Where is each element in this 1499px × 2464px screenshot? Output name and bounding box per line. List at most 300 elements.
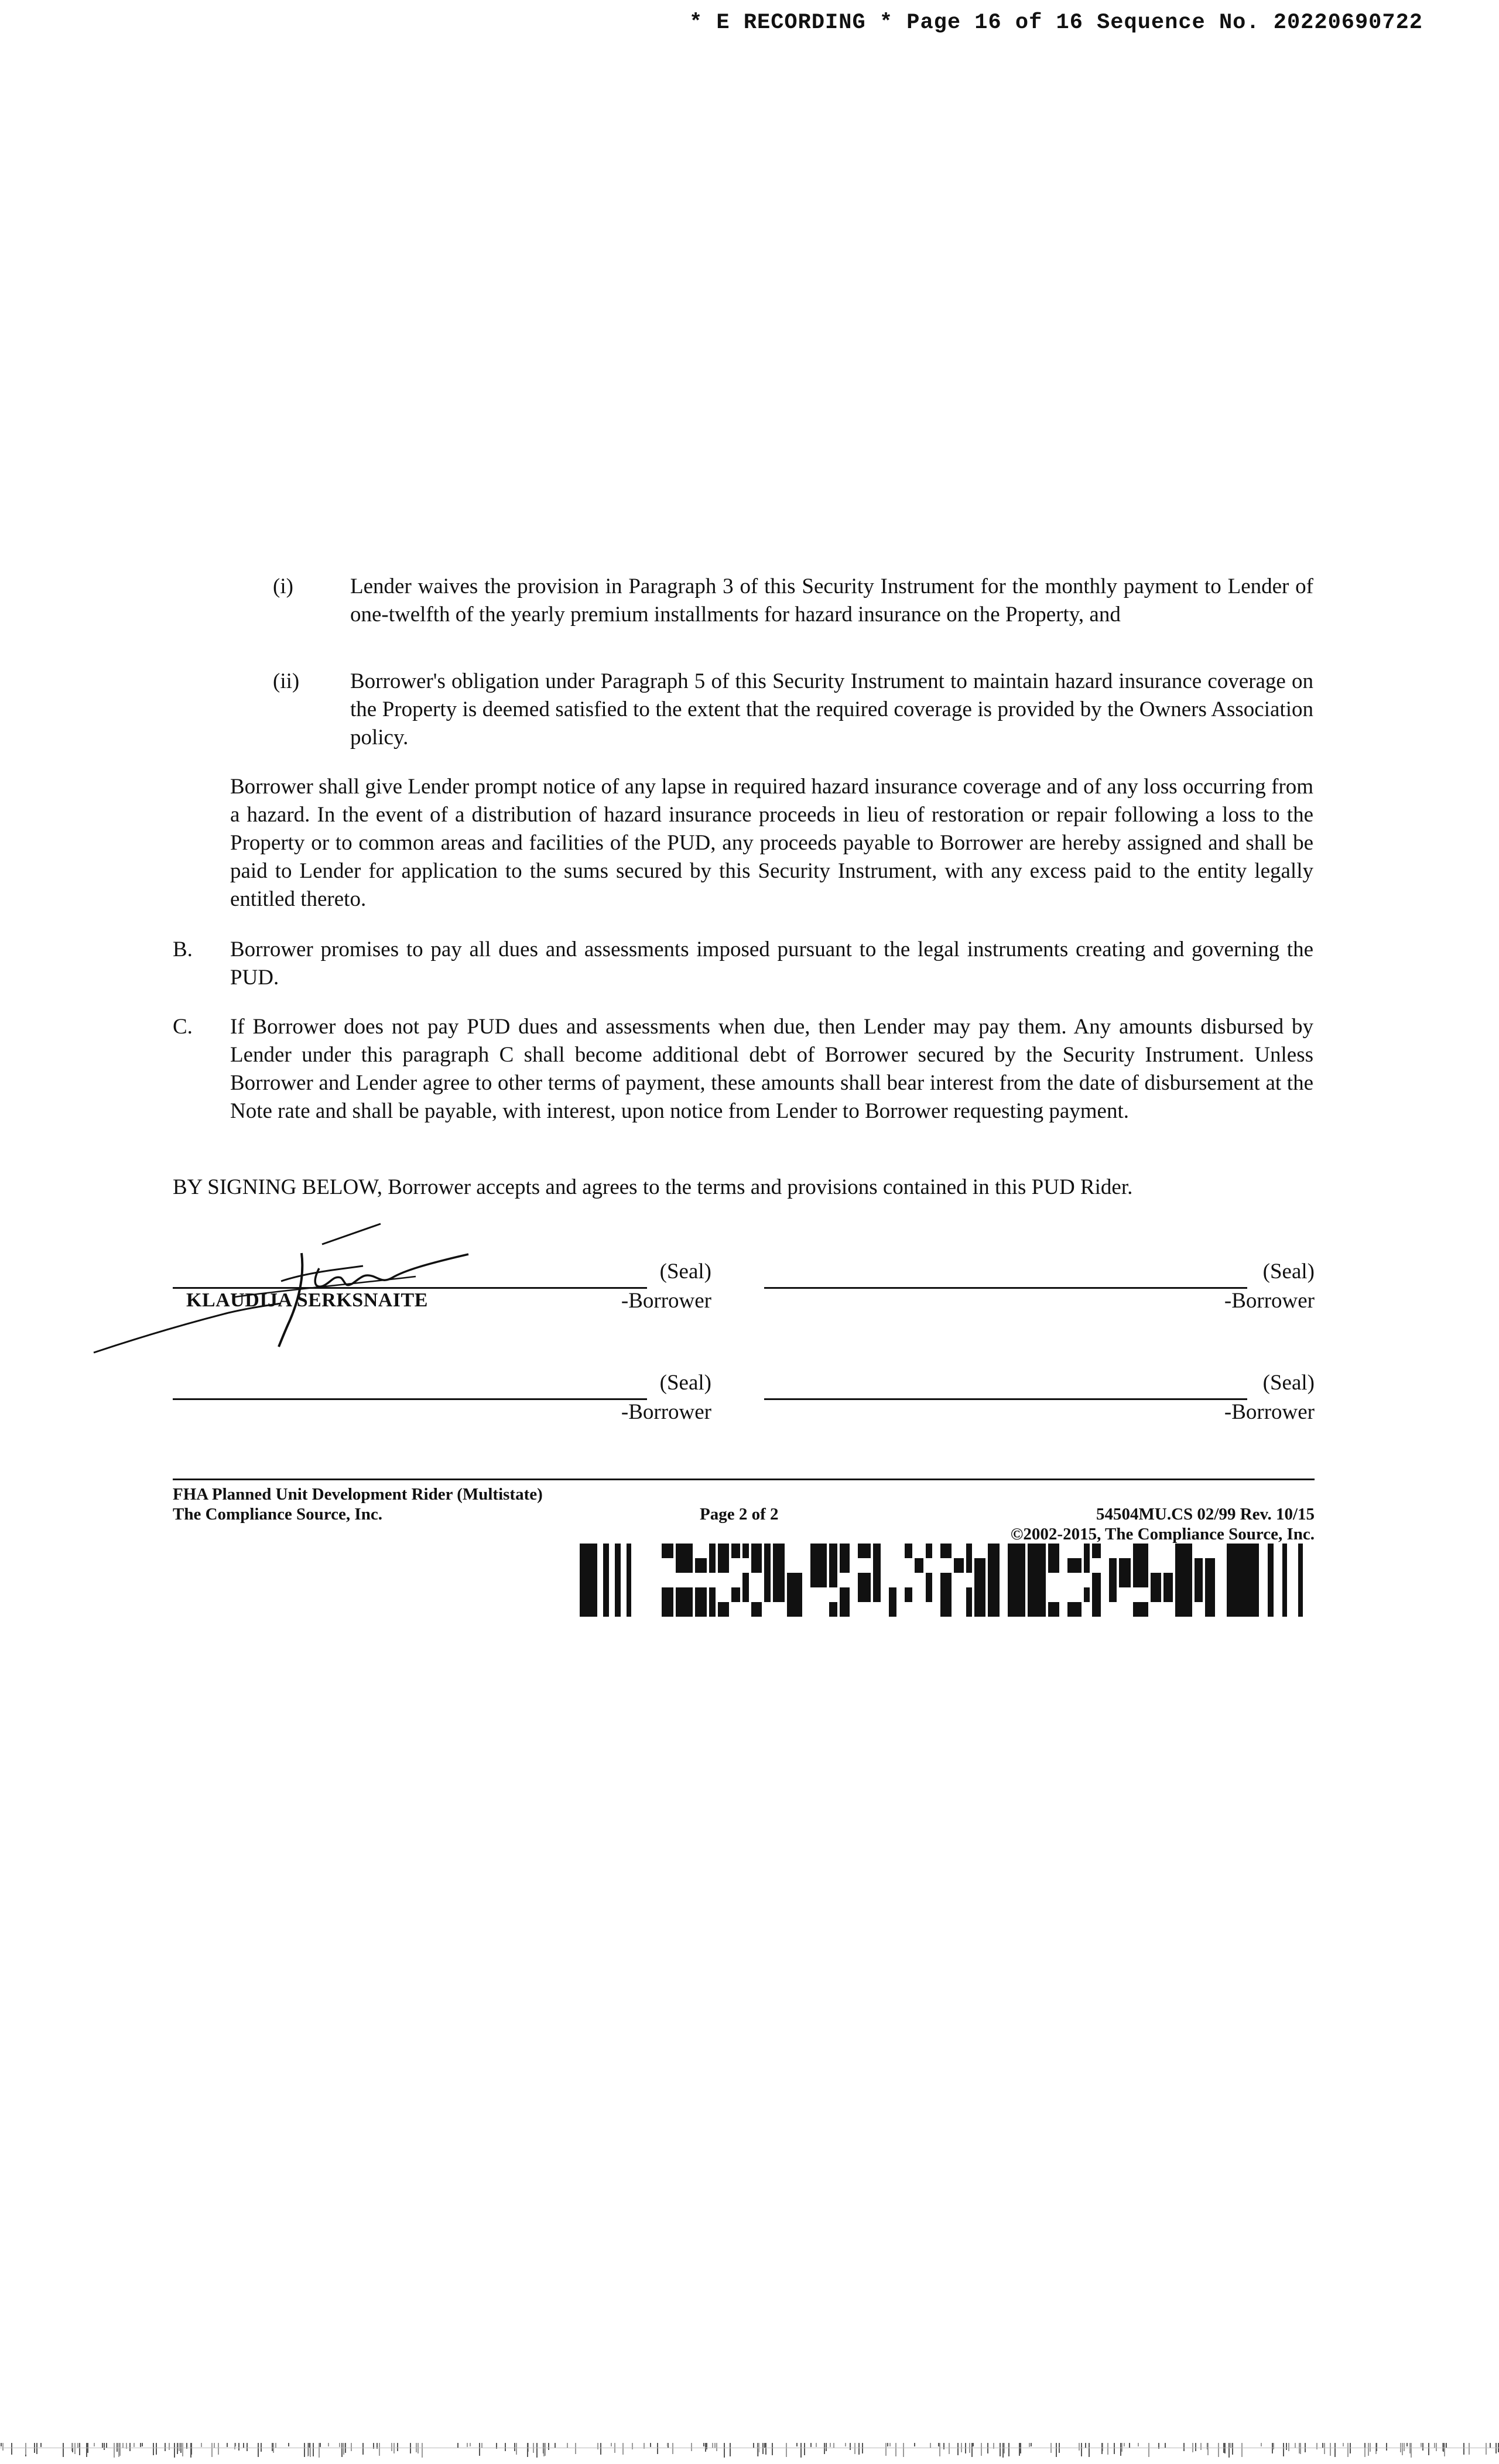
scan-mark	[118, 2443, 119, 2457]
borrower-name: KLAUDIJA SERKSNAITE	[186, 1289, 428, 1311]
scan-mark	[930, 2443, 931, 2448]
barcode-module	[905, 1544, 912, 1558]
scan-mark	[1232, 2443, 1233, 2455]
barcode-module	[1195, 1587, 1203, 1602]
scan-mark	[1031, 2443, 1032, 2446]
scan-mark	[142, 2443, 143, 2446]
scan-mark	[804, 2443, 805, 2455]
barcode-module	[940, 1573, 952, 1587]
scan-mark	[1322, 2443, 1323, 2448]
footer-company: The Compliance Source, Inc.	[173, 1505, 382, 1524]
scan-mark	[1008, 2443, 1009, 2456]
scan-mark	[2, 2443, 4, 2451]
scan-mark	[79, 2443, 80, 2455]
barcode-module	[1092, 1573, 1101, 1587]
barcode-module	[940, 1544, 952, 1558]
barcode-module	[764, 1558, 771, 1573]
scan-mark	[1120, 2443, 1121, 2456]
barcode-module	[974, 1558, 985, 1573]
scan-mark	[320, 2443, 321, 2447]
scan-mark	[973, 2443, 974, 2446]
scan-mark	[1411, 2443, 1412, 2458]
item-ii-label: (ii)	[273, 669, 300, 693]
scan-mark	[903, 2443, 904, 2457]
scan-mark	[730, 2443, 731, 2456]
barcode-module	[889, 1602, 896, 1617]
barcode-module	[1028, 1602, 1046, 1617]
scan-mark	[304, 2443, 305, 2457]
barcode-module	[742, 1544, 749, 1558]
scan-mark	[622, 2443, 624, 2455]
barcode-module	[1008, 1602, 1025, 1617]
barcode-module	[773, 1587, 785, 1602]
footer-form-title: FHA Planned Unit Development Rider (Multistate)	[173, 1485, 543, 1504]
barcode-module	[1008, 1587, 1025, 1602]
scan-mark	[1081, 2443, 1082, 2456]
scan-mark	[1386, 2443, 1387, 2451]
barcode-module	[940, 1602, 952, 1617]
scan-mark	[77, 2443, 78, 2448]
item-ii-text: Borrower's obligation under Paragraph 5 of this Security Instrument to maintain hazard insurance coverage on the Property is deemed satisfied to the extent that the required coverage is provided by the Owners Association policy.	[350, 669, 1313, 750]
scan-mark	[1107, 2443, 1108, 2455]
scan-mark	[40, 2443, 42, 2447]
scan-mark	[895, 2443, 896, 2456]
signing-statement: BY SIGNING BELOW, Borrower accepts and agrees to the terms and provisions contained in this PUD Rider.	[173, 1175, 1133, 1199]
scan-mark	[391, 2443, 392, 2451]
footer-rule	[173, 1479, 1315, 1480]
scan-mark	[119, 2443, 121, 2456]
barcode-module	[1163, 1573, 1173, 1587]
scan-mark	[288, 2443, 289, 2446]
scan-mark	[600, 2443, 601, 2455]
scan-mark	[830, 2443, 831, 2447]
scan-mark	[667, 2443, 668, 2446]
scan-mark	[1, 2443, 2, 2446]
scan-mark	[134, 2443, 135, 2447]
scan-mark	[214, 2443, 215, 2448]
scan-mark	[536, 2443, 538, 2458]
scan-mark	[272, 2443, 273, 2451]
barcode-module	[840, 1544, 850, 1558]
barcode-module	[873, 1573, 881, 1587]
scan-mark	[309, 2443, 310, 2448]
barcode-module	[603, 1544, 609, 1617]
scan-mark	[672, 2443, 673, 2447]
scan-mark	[247, 2443, 248, 2451]
barcode-module	[905, 1587, 912, 1602]
barcode-module	[1028, 1558, 1046, 1573]
signature-line-4	[764, 1398, 1247, 1400]
barcode-module	[1195, 1558, 1203, 1573]
barcode-module	[988, 1544, 1000, 1558]
barcode-module	[1067, 1558, 1082, 1573]
barcode-module	[751, 1602, 762, 1617]
barcode-module	[940, 1587, 952, 1602]
scan-mark	[165, 2443, 166, 2451]
scan-mark	[1443, 2443, 1444, 2452]
barcode-module	[1084, 1587, 1090, 1602]
barcode-module	[773, 1544, 785, 1558]
scan-mark	[1428, 2443, 1429, 2455]
barcode-module	[873, 1587, 881, 1602]
barcode-module	[988, 1558, 1000, 1573]
scan-mark	[1019, 2443, 1020, 2448]
handwritten-signature	[88, 1212, 486, 1364]
scan-mark	[650, 2443, 651, 2447]
barcode-module	[709, 1602, 716, 1617]
scan-mark	[1114, 2443, 1115, 2454]
barcode-module	[1119, 1558, 1131, 1573]
scan-mark	[724, 2443, 725, 2458]
scan-mark	[845, 2443, 846, 2446]
barcode-module	[615, 1544, 621, 1617]
scan-mark	[597, 2443, 598, 2449]
scan-mark	[691, 2443, 692, 2451]
barcode-module	[676, 1558, 693, 1573]
barcode	[580, 1544, 1315, 1617]
scan-mark	[227, 2443, 228, 2447]
scan-mark	[1029, 2443, 1030, 2447]
barcode-module	[1109, 1573, 1117, 1587]
scan-mark	[313, 2443, 314, 2456]
scan-mark	[114, 2443, 115, 2458]
barcode-module	[1109, 1587, 1117, 1602]
scan-mark	[156, 2443, 157, 2455]
barcode-module	[858, 1544, 871, 1558]
scan-mark	[885, 2443, 887, 2456]
scan-mark	[1288, 2443, 1289, 2451]
scan-mark	[527, 2443, 528, 2457]
scan-mark	[362, 2443, 364, 2455]
scan-mark	[1330, 2443, 1331, 2456]
barcode-module	[1028, 1544, 1046, 1558]
barcode-module	[1205, 1602, 1215, 1617]
scan-mark	[548, 2443, 549, 2450]
barcode-module	[764, 1544, 771, 1558]
barcode-module	[742, 1573, 749, 1587]
barcode-module	[742, 1587, 749, 1602]
scan-mark	[1316, 2443, 1317, 2449]
barcode-module	[1282, 1544, 1287, 1617]
scan-mark	[716, 2443, 717, 2451]
barcode-module	[773, 1558, 785, 1573]
scan-mark	[810, 2443, 812, 2447]
scan-mark	[971, 2443, 973, 2457]
scan-mark	[1200, 2443, 1202, 2450]
barcode-module	[751, 1544, 762, 1558]
scan-mark	[470, 2443, 471, 2446]
borrower-role-3: -Borrower	[621, 1400, 711, 1424]
scan-mark	[505, 2443, 506, 2451]
scan-mark	[1434, 2443, 1435, 2448]
barcode-module	[1092, 1602, 1101, 1617]
scan-mark	[516, 2443, 517, 2455]
barcode-module	[810, 1558, 827, 1573]
scan-mark	[177, 2443, 178, 2454]
barcode-module	[1084, 1558, 1090, 1573]
scan-mark	[1469, 2443, 1470, 2455]
barcode-module	[1028, 1573, 1046, 1587]
barcode-module	[718, 1544, 729, 1558]
barcode-module	[1163, 1587, 1173, 1602]
scan-mark	[275, 2443, 276, 2448]
scan-mark	[1486, 2443, 1487, 2455]
barcode-module	[926, 1587, 932, 1602]
signature-line-3	[173, 1398, 647, 1400]
scan-mark	[1300, 2443, 1301, 2454]
scan-mark	[514, 2443, 515, 2451]
barcode-module	[966, 1558, 972, 1573]
barcode-module	[695, 1587, 707, 1602]
scan-mark	[25, 2443, 26, 2455]
barcode-module	[773, 1573, 785, 1587]
scan-mark	[397, 2443, 398, 2451]
scan-mark	[1207, 2443, 1209, 2455]
barcode-module	[787, 1602, 802, 1617]
barcode-module	[840, 1602, 850, 1617]
scan-mark	[939, 2443, 940, 2456]
barcode-module	[873, 1544, 881, 1558]
barcode-module	[1298, 1544, 1303, 1617]
barcode-module	[662, 1602, 673, 1617]
scan-mark	[1261, 2443, 1262, 2446]
barcode-module	[1205, 1558, 1215, 1573]
footer-page: Page 2 of 2	[700, 1505, 779, 1524]
scan-mark	[611, 2443, 612, 2446]
footer-copyright: ©2002-2015, The Compliance Source, Inc.	[1010, 1525, 1315, 1544]
scan-mark	[1422, 2443, 1423, 2451]
hazard-notice-paragraph: Borrower shall give Lender prompt notice of any lapse in required hazard insurance coverage and of any loss occurring from a hazard. In the event of a distribution of hazard insurance proceeds in lieu of restoration or repair following a loss to the Property or to common areas and facilities of the PUD, any proceeds payable to Borrower are hereby assigned and shall be paid to Lender for application to the sums secured by this Security Instrument, with any excess paid to the entity legally entitled thereto.	[230, 775, 1313, 911]
barcode-module	[764, 1573, 771, 1587]
scan-mark	[72, 2443, 73, 2448]
barcode-module	[1195, 1573, 1203, 1587]
scan-mark	[1347, 2443, 1349, 2457]
barcode-module	[829, 1558, 837, 1573]
scan-mark	[796, 2443, 798, 2446]
barcode-module	[1175, 1544, 1192, 1558]
scan-mark	[575, 2443, 576, 2454]
scan-mark	[1183, 2443, 1185, 2451]
scan-mark	[981, 2443, 982, 2456]
barcode-module	[858, 1573, 871, 1587]
barcode-module	[915, 1558, 923, 1573]
scan-mark	[816, 2443, 817, 2447]
borrower-role-2: -Borrower	[1224, 1289, 1315, 1313]
barcode-module	[676, 1544, 693, 1558]
scan-mark	[63, 2443, 64, 2457]
scan-mark	[74, 2443, 76, 2454]
barcode-module	[1133, 1544, 1148, 1558]
barcode-module	[580, 1544, 597, 1617]
barcode-module	[1175, 1587, 1192, 1602]
scan-mark	[122, 2443, 124, 2448]
barcode-module	[709, 1587, 716, 1602]
barcode-module	[988, 1573, 1000, 1587]
recording-header: * E RECORDING * Page 16 of 16 Sequence No. 20220690722	[689, 11, 1423, 35]
scan-mark	[310, 2443, 311, 2457]
scan-mark	[36, 2443, 37, 2454]
scan-mark	[1444, 2443, 1445, 2456]
scan-mark	[567, 2443, 568, 2448]
barcode-module	[695, 1602, 707, 1617]
scan-mark	[1421, 2443, 1422, 2447]
seal-label-3: (Seal)	[659, 1371, 711, 1395]
scan-mark	[938, 2443, 939, 2446]
item-i-text: Lender waives the provision in Paragraph 3 of this Security Instrument for the monthly payment to Lender of one-twelfth of the yearly premium installments for hazard insurance on the Property, and	[350, 574, 1313, 627]
scan-mark	[174, 2443, 175, 2458]
scan-mark	[1241, 2443, 1243, 2457]
barcode-module	[662, 1587, 673, 1602]
borrower-role-1: -Borrower	[621, 1289, 711, 1313]
scan-mark	[339, 2443, 340, 2447]
scan-mark	[190, 2443, 191, 2458]
scan-mark	[762, 2443, 764, 2454]
scan-mark	[1490, 2443, 1491, 2448]
section-b-text: Borrower promises to pay all dues and assessments imposed pursuant to the legal instruments creating and governing the PUD.	[230, 937, 1313, 990]
barcode-module	[1133, 1558, 1148, 1573]
barcode-module	[1268, 1544, 1274, 1617]
scan-mark	[826, 2443, 827, 2451]
barcode-module	[1175, 1573, 1192, 1587]
barcode-module	[695, 1558, 707, 1573]
scan-mark	[914, 2443, 915, 2446]
seal-label-1: (Seal)	[659, 1260, 711, 1284]
scan-mark	[341, 2443, 343, 2457]
scan-mark	[887, 2443, 888, 2446]
scan-mark	[1089, 2443, 1090, 2457]
scan-mark	[714, 2443, 716, 2448]
scan-mark	[94, 2443, 95, 2446]
scan-mark	[102, 2443, 103, 2448]
barcode-module	[718, 1558, 729, 1573]
scan-mark	[1376, 2443, 1377, 2451]
scan-mark	[1165, 2443, 1166, 2448]
scan-mark	[1402, 2443, 1403, 2455]
signature-line-2	[764, 1287, 1247, 1289]
borrower-role-4: -Borrower	[1224, 1400, 1315, 1424]
barcode-module	[1008, 1573, 1025, 1587]
barcode-module	[926, 1573, 932, 1587]
scan-mark	[481, 2443, 482, 2448]
barcode-module	[1151, 1587, 1161, 1602]
seal-label-4: (Seal)	[1262, 1371, 1315, 1395]
barcode-module	[1084, 1544, 1090, 1558]
barcode-module	[1028, 1587, 1046, 1602]
barcode-module	[1119, 1573, 1131, 1587]
barcode-module	[1008, 1558, 1025, 1573]
barcode-module	[1109, 1558, 1117, 1573]
barcode-module	[974, 1573, 985, 1587]
barcode-module	[1133, 1602, 1148, 1617]
scan-mark	[833, 2443, 834, 2448]
scan-mark	[1334, 2443, 1336, 2457]
barcode-module	[718, 1602, 729, 1617]
barcode-module	[954, 1558, 964, 1573]
barcode-module	[787, 1573, 802, 1587]
footer-form-code: 54504MU.CS 02/99 Rev. 10/15	[1096, 1505, 1315, 1524]
scan-mark	[1436, 2443, 1437, 2451]
scan-mark	[1195, 2443, 1196, 2451]
scan-mark	[657, 2443, 658, 2454]
scan-mark	[422, 2443, 423, 2458]
scan-mark	[457, 2443, 458, 2448]
scan-mark	[1085, 2443, 1086, 2448]
barcode-module	[829, 1573, 837, 1587]
barcode-module	[676, 1602, 693, 1617]
barcode-module	[1175, 1558, 1192, 1573]
scan-mark	[169, 2443, 170, 2450]
scan-mark	[211, 2443, 213, 2457]
scan-mark	[1324, 2443, 1325, 2454]
barcode-module	[966, 1587, 972, 1602]
barcode-module	[627, 1544, 631, 1617]
scan-mark	[218, 2443, 219, 2455]
barcode-module	[1205, 1573, 1215, 1587]
scan-mark	[328, 2443, 329, 2446]
barcode-module	[840, 1587, 850, 1602]
barcode-module	[787, 1587, 802, 1602]
scan-mark	[889, 2443, 891, 2446]
barcode-module	[974, 1587, 985, 1602]
scan-mark	[1056, 2443, 1057, 2457]
barcode-module	[1092, 1544, 1101, 1558]
scan-mark	[1446, 2443, 1447, 2448]
scan-mark	[1283, 2443, 1284, 2456]
scan-mark	[179, 2443, 180, 2451]
scan-mark	[1000, 2443, 1001, 2456]
barcode-module	[1092, 1587, 1101, 1602]
barcode-module	[1227, 1544, 1259, 1617]
barcode-module	[988, 1587, 1000, 1602]
scan-mark	[1286, 2443, 1287, 2450]
scan-mark	[1148, 2443, 1149, 2457]
scan-mark	[140, 2443, 141, 2447]
barcode-module	[829, 1544, 837, 1558]
scan-mark	[854, 2443, 855, 2454]
section-b-label: B.	[173, 937, 193, 961]
scan-mark	[343, 2443, 344, 2455]
scan-mark	[1138, 2443, 1139, 2446]
scan-mark	[1129, 2443, 1130, 2448]
barcode-module	[1048, 1602, 1059, 1617]
scan-mark	[706, 2443, 707, 2449]
scan-mark	[758, 2443, 759, 2456]
scan-mark	[1228, 2443, 1230, 2458]
scan-mark	[467, 2443, 468, 2447]
scan-mark	[117, 2443, 118, 2452]
scan-mark	[1463, 2443, 1464, 2455]
scan-mark	[850, 2443, 851, 2450]
scan-mark	[753, 2443, 754, 2448]
scan-mark	[11, 2443, 12, 2455]
barcode-module	[966, 1544, 972, 1558]
scan-mark	[86, 2443, 87, 2457]
scan-mark	[104, 2443, 105, 2450]
scan-mark	[319, 2443, 320, 2458]
scan-mark	[764, 2443, 765, 2448]
scan-mark	[129, 2443, 131, 2451]
scan-mark	[153, 2443, 154, 2455]
barcode-module	[889, 1587, 896, 1602]
barcode-module	[926, 1544, 932, 1558]
scan-mark	[957, 2443, 959, 2455]
barcode-module	[840, 1558, 850, 1573]
scan-mark	[479, 2443, 480, 2456]
scan-mark	[234, 2443, 235, 2449]
item-i-label: (i)	[273, 574, 293, 598]
barcode-module	[1175, 1602, 1192, 1617]
barcode-module	[764, 1587, 771, 1602]
